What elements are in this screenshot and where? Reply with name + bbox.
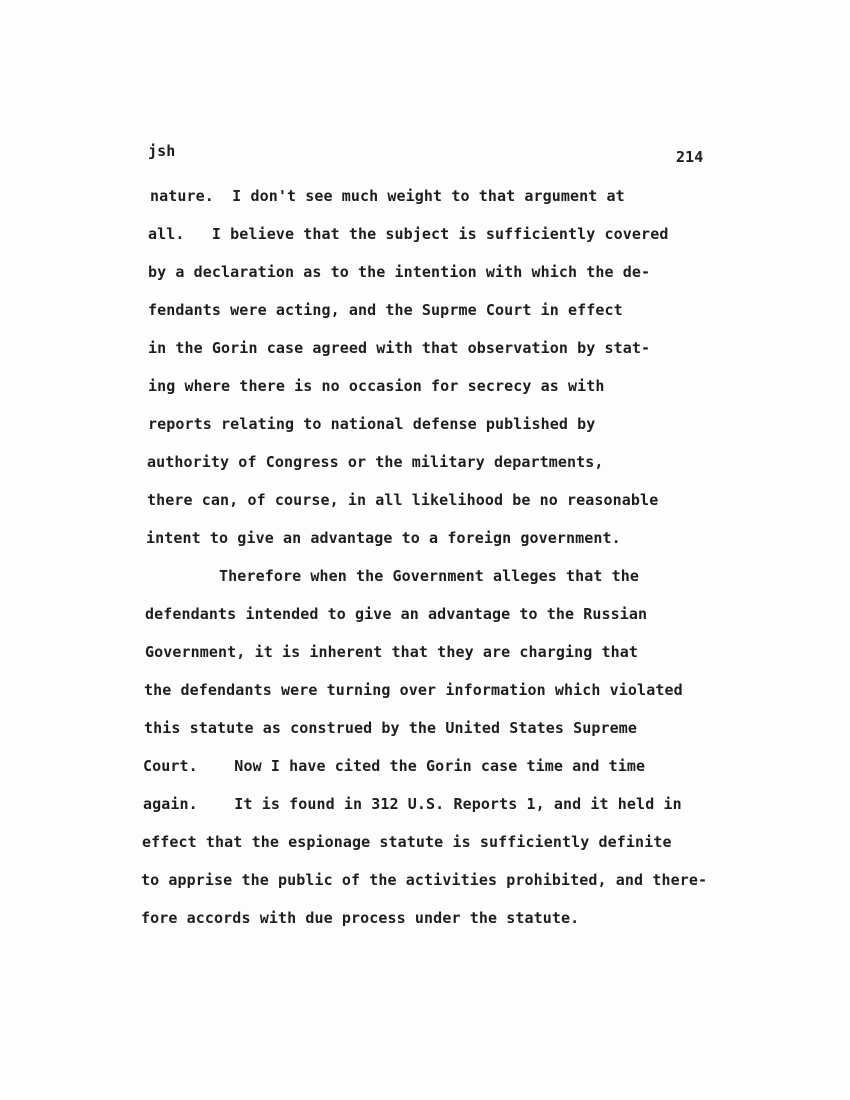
text-line: ing where there is no occasion for secrecy as with <box>148 377 605 395</box>
text-line: defendants intended to give an advantage to the Russian <box>145 605 648 623</box>
text-line: intent to give an advantage to a foreign government. <box>146 529 621 547</box>
text-line: again. It is found in 312 U.S. Reports 1, and it held in <box>143 795 682 813</box>
text-line: in the Gorin case agreed with that observation by stat- <box>148 339 651 357</box>
text-line: by a declaration as to the intention with which the de- <box>148 263 651 281</box>
text-line: there can, of course, in all likelihood be no reasonable <box>147 491 659 509</box>
text-line: Court. Now I have cited the Gorin case time and time <box>143 757 646 775</box>
text-line: to apprise the public of the activities prohibited, and there- <box>141 871 708 889</box>
text-line: Government, it is inherent that they are charging that <box>145 643 639 661</box>
text-line: Therefore when the Government alleges that the <box>146 567 640 585</box>
page-number: 214 <box>676 148 704 166</box>
text-line: effect that the espionage statute is sufficiently definite <box>142 833 672 851</box>
text-line: the defendants were turning over information which violated <box>144 681 683 699</box>
text-line: fendants were acting, and the Suprme Court in effect <box>148 301 623 319</box>
text-line: this statute as construed by the United States Supreme <box>144 719 638 737</box>
text-line: fore accords with due process under the statute. <box>141 909 580 927</box>
text-line: all. I believe that the subject is sufficiently covered <box>148 225 669 243</box>
text-line: reports relating to national defense published by <box>148 415 596 433</box>
typist-initials: jsh <box>148 142 176 160</box>
text-line: nature. I don't see much weight to that argument at <box>150 187 625 205</box>
text-line: authority of Congress or the military departments, <box>147 453 604 471</box>
